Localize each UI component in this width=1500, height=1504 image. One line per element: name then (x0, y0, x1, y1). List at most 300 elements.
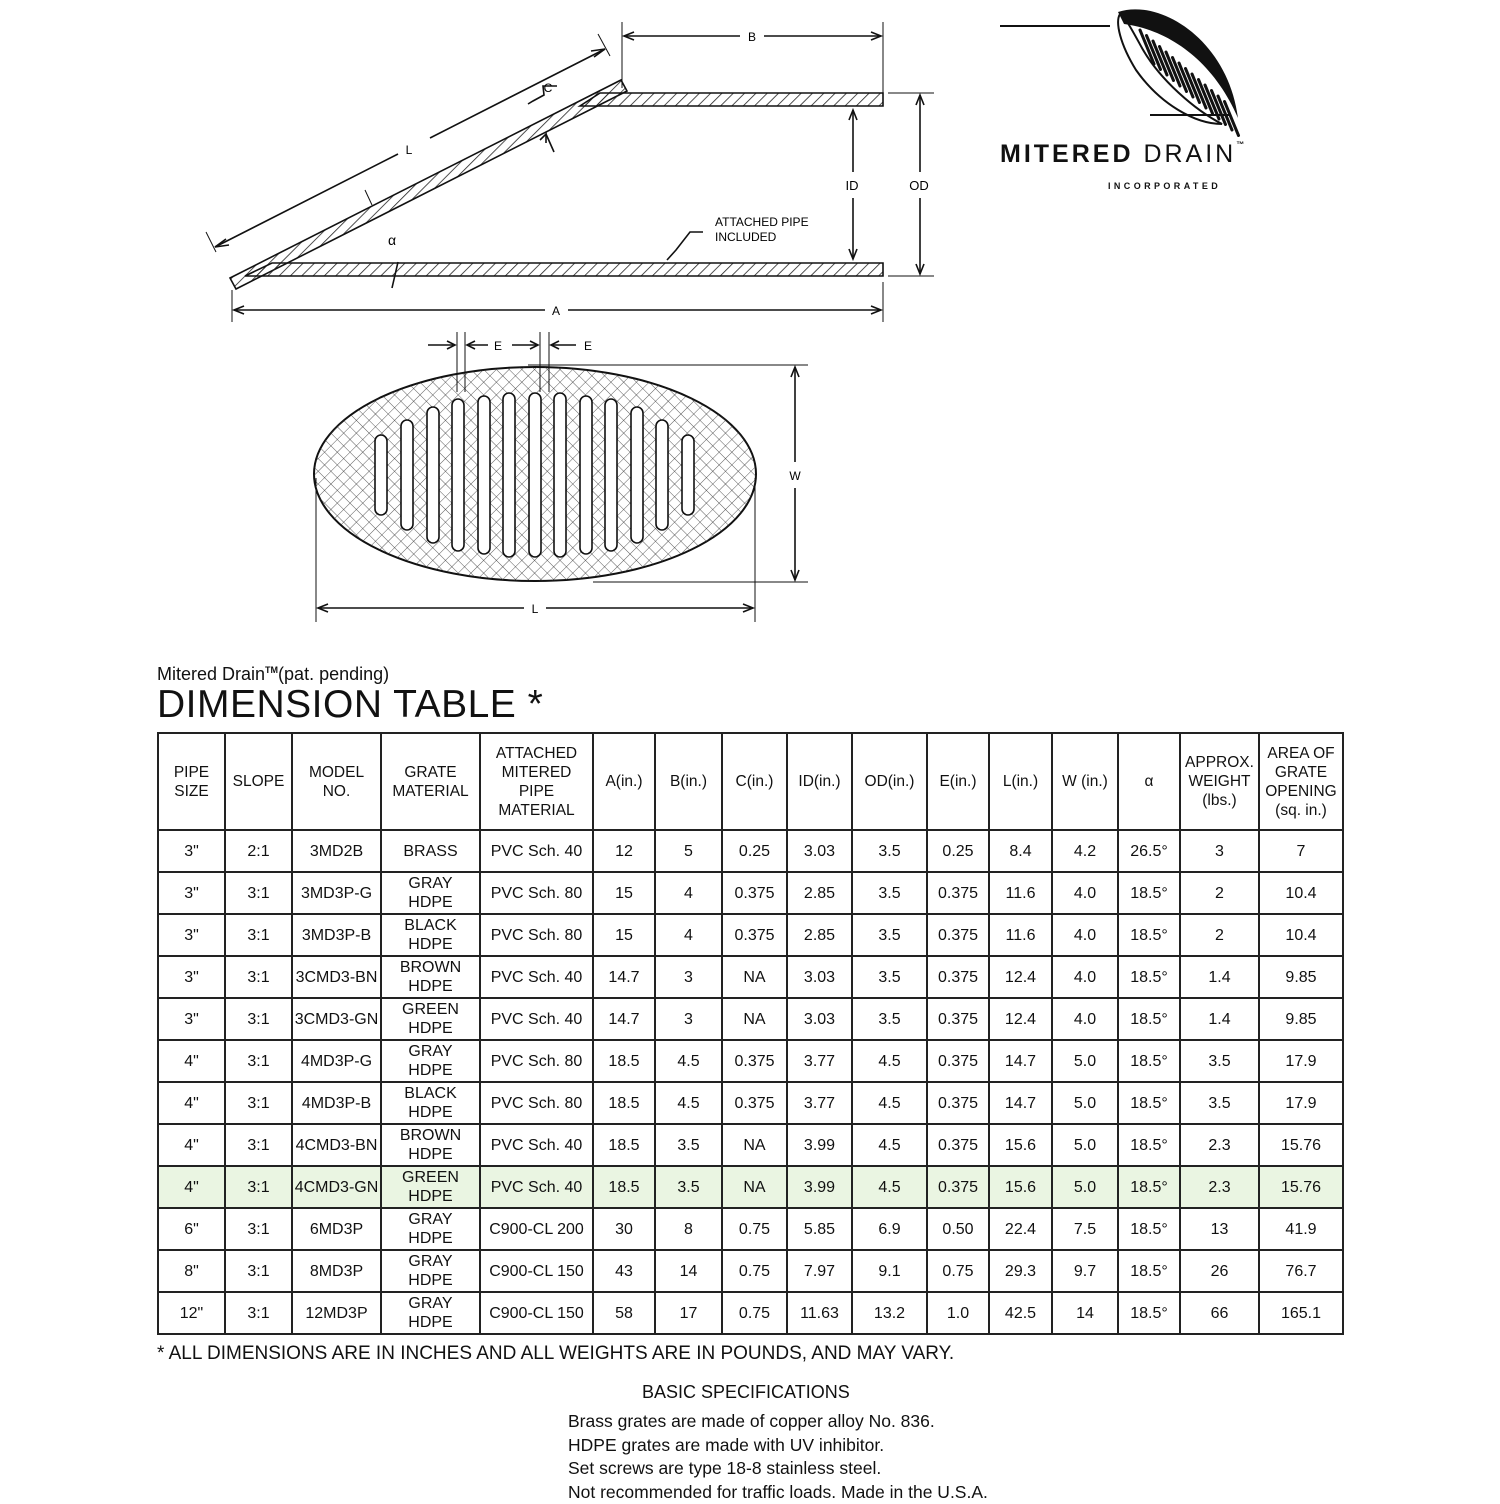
cell-line: 11.6 (990, 926, 1051, 945)
cell-slope (225, 1166, 292, 1208)
cell-line: 14 (656, 1262, 721, 1281)
cell-line: 5.0 (1053, 1136, 1117, 1155)
cell-line: 3 (656, 1010, 721, 1029)
logo-wordmark (1000, 140, 1247, 169)
cell-pipe-size (158, 1166, 225, 1208)
cell-line: GRAY (382, 1042, 479, 1061)
label-e-1: E (494, 339, 502, 353)
cell-c (722, 1292, 787, 1334)
cell-line: 3.99 (788, 1178, 851, 1197)
logo-word-mitered: MITERED (1000, 140, 1134, 168)
cell-pipe-material (480, 1124, 593, 1166)
cell-line: BLACK (382, 916, 479, 935)
cell-line: HDPE (382, 1187, 479, 1206)
cell-model-no (292, 956, 381, 998)
cell-alpha (1118, 1208, 1180, 1250)
cell-e (927, 998, 989, 1040)
cell-od (852, 1124, 927, 1166)
cell-grate-material (381, 956, 480, 998)
cell-line: BROWN (382, 1126, 479, 1145)
cell-alpha (1118, 998, 1180, 1040)
cell-line: 4.5 (853, 1094, 926, 1113)
header-line: PIPE (481, 782, 592, 801)
cell-c (722, 1166, 787, 1208)
table-row (158, 1040, 1343, 1082)
cell-od (852, 1250, 927, 1292)
table-row (158, 1250, 1343, 1292)
pipe-top-wall (580, 93, 883, 106)
cell-line: 13.2 (853, 1304, 926, 1323)
cell-line: 4.5 (853, 1178, 926, 1197)
cell-line: 18.5 (594, 1094, 654, 1113)
cell-line: 3:1 (226, 1178, 291, 1197)
subtitle-patent: (pat. pending) (278, 664, 389, 684)
cell-line: 66 (1181, 1304, 1258, 1323)
table-row (158, 1124, 1343, 1166)
header-od (852, 733, 927, 830)
cell-line: 2 (1181, 926, 1258, 945)
cell-grate-material (381, 998, 480, 1040)
cell-line: HDPE (382, 1145, 479, 1164)
cell-grate-material (381, 872, 480, 914)
header-c (722, 733, 787, 830)
cell-line: 15.76 (1260, 1136, 1342, 1155)
cell-slope (225, 1124, 292, 1166)
cell-model-no (292, 830, 381, 872)
table-row (158, 956, 1343, 998)
cell-line: 3.03 (788, 1010, 851, 1029)
cell-line: 3.5 (1181, 1094, 1258, 1113)
cell-pipe-material (480, 1166, 593, 1208)
cell-line: 3MD3P-G (293, 884, 380, 903)
header-slope (225, 733, 292, 830)
cell-model-no (292, 1166, 381, 1208)
cell-line: 18.5° (1119, 1178, 1179, 1197)
grate-slot (580, 396, 592, 554)
cell-line: 3:1 (226, 1136, 291, 1155)
logo-word-drain: DRAIN (1143, 140, 1236, 168)
header-line: W (in.) (1053, 772, 1117, 791)
cell-pipe-size (158, 1208, 225, 1250)
cell-grate-material (381, 830, 480, 872)
cell-line: NA (723, 1178, 786, 1197)
cell-line: 14.7 (990, 1052, 1051, 1071)
cell-slope (225, 914, 292, 956)
cell-l (989, 1040, 1052, 1082)
cell-l (989, 1166, 1052, 1208)
cell-w (1052, 998, 1118, 1040)
cell-w (1052, 1124, 1118, 1166)
grate-slot (401, 420, 413, 530)
table-subtitle (157, 664, 389, 685)
logo-trademark: ™ (1236, 140, 1247, 149)
cell-line: 18.5° (1119, 1136, 1179, 1155)
cell-line: 0.375 (723, 1094, 786, 1113)
cell-w (1052, 1166, 1118, 1208)
grate-slot (427, 407, 439, 543)
cell-e (927, 1082, 989, 1124)
header-line: MATERIAL (382, 782, 479, 801)
cell-id (787, 1082, 852, 1124)
cell-model-no (292, 1250, 381, 1292)
cell-line: 1.0 (928, 1304, 988, 1323)
trademark-mark: TM (265, 665, 278, 675)
cell-alpha (1118, 872, 1180, 914)
cell-e (927, 1166, 989, 1208)
cell-line: 3.5 (853, 1010, 926, 1029)
cell-line: 9.85 (1260, 968, 1342, 987)
cell-pipe-material (480, 830, 593, 872)
header-line: GRATE (1260, 763, 1342, 782)
cell-line: 15 (594, 884, 654, 903)
header-line: (sq. in.) (1260, 801, 1342, 820)
cell-line: GRAY (382, 1210, 479, 1229)
header-grate-area (1259, 733, 1343, 830)
cell-line: 1.4 (1181, 968, 1258, 987)
cell-line: 3CMD3-GN (293, 1010, 380, 1029)
cell-pipe-size (158, 872, 225, 914)
cell-line: 3.77 (788, 1094, 851, 1113)
cell-a (593, 1124, 655, 1166)
cell-line: 2.3 (1181, 1136, 1258, 1155)
cell-w (1052, 1040, 1118, 1082)
cell-model-no (292, 1124, 381, 1166)
table-header-row (158, 733, 1343, 830)
spec-line: Not recommended for traffic loads. Made in the U.S.A. (568, 1481, 988, 1504)
cell-line: 18.5° (1119, 968, 1179, 987)
cell-weight (1180, 1166, 1259, 1208)
cell-line: PVC Sch. 40 (481, 1178, 592, 1197)
cell-line: PVC Sch. 80 (481, 926, 592, 945)
header-line: NO. (293, 782, 380, 801)
header-line: A(in.) (594, 772, 654, 791)
cell-e (927, 956, 989, 998)
cell-b (655, 1040, 722, 1082)
cell-model-no (292, 1292, 381, 1334)
cell-w (1052, 872, 1118, 914)
technical-drawings (0, 0, 1500, 650)
cell-line: 0.375 (928, 1136, 988, 1155)
cell-pipe-material (480, 914, 593, 956)
header-line: MATERIAL (481, 801, 592, 820)
cell-line: 14.7 (990, 1094, 1051, 1113)
cell-e (927, 872, 989, 914)
cell-line: 2.85 (788, 926, 851, 945)
cell-line: HDPE (382, 893, 479, 912)
header-alpha (1118, 733, 1180, 830)
table-row (158, 998, 1343, 1040)
cell-line: HDPE (382, 1313, 479, 1332)
logo-emblem-icon (990, 0, 1260, 140)
cell-pipe-size (158, 956, 225, 998)
cell-c (722, 1250, 787, 1292)
cell-alpha (1118, 1124, 1180, 1166)
cell-id (787, 998, 852, 1040)
cell-od (852, 1292, 927, 1334)
cell-line: HDPE (382, 935, 479, 954)
cell-l (989, 1292, 1052, 1334)
cell-line: 8MD3P (293, 1262, 380, 1281)
cell-id (787, 1292, 852, 1334)
cell-model-no (292, 872, 381, 914)
label-od: OD (909, 178, 929, 193)
cell-line: 12MD3P (293, 1304, 380, 1323)
cell-line: 42.5 (990, 1304, 1051, 1323)
cell-slope (225, 872, 292, 914)
cell-b (655, 998, 722, 1040)
spec-line: Set screws are type 18-8 stainless steel. (568, 1457, 988, 1481)
cell-line: 14 (1053, 1304, 1117, 1323)
label-l-top: L (532, 602, 539, 616)
cell-slope (225, 998, 292, 1040)
cell-pipe-material (480, 1040, 593, 1082)
cell-id (787, 1208, 852, 1250)
cell-line: 6" (159, 1220, 224, 1239)
cell-line: 12.4 (990, 968, 1051, 987)
cell-line: PVC Sch. 80 (481, 1052, 592, 1071)
header-line: PIPE (159, 763, 224, 782)
cell-line: 2:1 (226, 842, 291, 861)
cell-od (852, 1166, 927, 1208)
header-line: α (1119, 772, 1179, 791)
pipe-bottom-wall (245, 263, 883, 276)
dimension-table (157, 732, 1344, 1335)
header-pipe-size (158, 733, 225, 830)
cell-line: PVC Sch. 40 (481, 968, 592, 987)
cell-line: 5.85 (788, 1220, 851, 1239)
cell-line: 3 (656, 968, 721, 987)
cell-od (852, 1082, 927, 1124)
cell-line: 0.375 (928, 968, 988, 987)
cell-grate-area (1259, 1250, 1343, 1292)
cell-line: 26 (1181, 1262, 1258, 1281)
cell-grate-material (381, 1040, 480, 1082)
cell-line: 3:1 (226, 1262, 291, 1281)
cell-line: 7 (1260, 842, 1342, 861)
grate-slot (605, 399, 617, 551)
cell-model-no (292, 1208, 381, 1250)
cell-line: 3" (159, 968, 224, 987)
cell-line: 15.6 (990, 1178, 1051, 1197)
cell-line: 165.1 (1260, 1304, 1342, 1323)
cell-grate-area (1259, 998, 1343, 1040)
cell-line: PVC Sch. 40 (481, 842, 592, 861)
cell-c (722, 998, 787, 1040)
cell-grate-area (1259, 1124, 1343, 1166)
cell-c (722, 1124, 787, 1166)
header-line: AREA OF (1260, 744, 1342, 763)
label-attached-pipe-1: ATTACHED PIPE (715, 215, 809, 229)
label-e-2: E (584, 339, 592, 353)
cell-line: 17.9 (1260, 1052, 1342, 1071)
cell-alpha (1118, 1082, 1180, 1124)
cell-line: 11.63 (788, 1304, 851, 1323)
label-a: A (552, 304, 560, 318)
cell-line: 4" (159, 1178, 224, 1197)
cell-line: 8.4 (990, 842, 1051, 861)
cell-line: NA (723, 1136, 786, 1155)
cell-id (787, 1250, 852, 1292)
cell-weight (1180, 1082, 1259, 1124)
cell-w (1052, 1292, 1118, 1334)
footnote: * ALL DIMENSIONS ARE IN INCHES AND ALL WEIGHTS ARE IN POUNDS, AND MAY VARY. (157, 1343, 954, 1365)
cell-line: 3.5 (853, 884, 926, 903)
cell-grate-material (381, 1082, 480, 1124)
cell-line: 2.3 (1181, 1178, 1258, 1197)
cell-line: 18.5 (594, 1136, 654, 1155)
cell-line: 7.5 (1053, 1220, 1117, 1239)
cell-line: 4.0 (1053, 1010, 1117, 1029)
cell-line: 43 (594, 1262, 654, 1281)
cell-od (852, 872, 927, 914)
cell-pipe-size (158, 1082, 225, 1124)
cell-line: 4CMD3-BN (293, 1136, 380, 1155)
cell-pipe-material (480, 998, 593, 1040)
cell-line: 5.0 (1053, 1094, 1117, 1113)
cell-weight (1180, 1040, 1259, 1082)
cell-line: GREEN (382, 1000, 479, 1019)
cell-line: 0.25 (723, 842, 786, 861)
cell-line: 3:1 (226, 1220, 291, 1239)
header-id (787, 733, 852, 830)
header-line: SLOPE (226, 772, 291, 791)
header-line: E(in.) (928, 772, 988, 791)
cell-line: 12.4 (990, 1010, 1051, 1029)
spec-line: HDPE grates are made with UV inhibitor. (568, 1434, 988, 1458)
cell-line: 4.0 (1053, 884, 1117, 903)
cell-slope (225, 830, 292, 872)
cell-line: 4.5 (656, 1094, 721, 1113)
cell-line: 2 (1181, 884, 1258, 903)
cell-pipe-size (158, 914, 225, 956)
cell-line: 2.85 (788, 884, 851, 903)
cell-line: PVC Sch. 40 (481, 1010, 592, 1029)
header-line: L(in.) (990, 772, 1051, 791)
header-line: APPROX. (1181, 753, 1258, 772)
cell-od (852, 1040, 927, 1082)
grate-top-view (314, 367, 756, 581)
table-row (158, 914, 1343, 956)
cell-a (593, 1250, 655, 1292)
cell-l (989, 1208, 1052, 1250)
cell-c (722, 914, 787, 956)
side-view-drawing (206, 22, 934, 322)
table-row (158, 872, 1343, 914)
cell-line: HDPE (382, 1061, 479, 1080)
cell-line: 18.5° (1119, 1052, 1179, 1071)
cell-w (1052, 830, 1118, 872)
label-alpha: α (388, 232, 396, 248)
grate-slot (554, 393, 566, 557)
cell-line: NA (723, 1010, 786, 1029)
cell-line: BROWN (382, 958, 479, 977)
cell-line: C900-CL 150 (481, 1304, 592, 1323)
cell-line: 11.6 (990, 884, 1051, 903)
cell-line: PVC Sch. 40 (481, 1136, 592, 1155)
cell-b (655, 1082, 722, 1124)
cell-alpha (1118, 956, 1180, 998)
table-row (158, 1208, 1343, 1250)
cell-line: 14.7 (594, 968, 654, 987)
cell-line: 4 (656, 884, 721, 903)
header-b (655, 733, 722, 830)
cell-line: 3CMD3-BN (293, 968, 380, 987)
cell-weight (1180, 1292, 1259, 1334)
header-line: ATTACHED (481, 744, 592, 763)
cell-slope (225, 956, 292, 998)
cell-l (989, 956, 1052, 998)
cell-pipe-size (158, 1292, 225, 1334)
label-c: C (544, 81, 553, 95)
cell-line: 0.75 (928, 1262, 988, 1281)
cell-line: 15.76 (1260, 1178, 1342, 1197)
subtitle-text: Mitered Drain (157, 664, 265, 684)
cell-line: 29.3 (990, 1262, 1051, 1281)
cell-pipe-material (480, 956, 593, 998)
cell-c (722, 1082, 787, 1124)
header-pipe-material (480, 733, 593, 830)
cell-line: 3.5 (853, 968, 926, 987)
cell-line: 8 (656, 1220, 721, 1239)
cell-line: 4MD3P-G (293, 1052, 380, 1071)
cell-alpha (1118, 1166, 1180, 1208)
cell-line: HDPE (382, 1271, 479, 1290)
cell-pipe-material (480, 1292, 593, 1334)
table-row (158, 1292, 1343, 1334)
cell-line: 4.5 (853, 1136, 926, 1155)
cell-model-no (292, 1082, 381, 1124)
cell-a (593, 872, 655, 914)
cell-a (593, 1040, 655, 1082)
cell-line: 6.9 (853, 1220, 926, 1239)
cell-line: BRASS (382, 842, 479, 861)
cell-model-no (292, 1040, 381, 1082)
cell-pipe-size (158, 1250, 225, 1292)
cell-line: 30 (594, 1220, 654, 1239)
cell-line: 0.375 (928, 884, 988, 903)
cell-line: 4 (656, 926, 721, 945)
header-w (1052, 733, 1118, 830)
cell-line: 18.5° (1119, 1010, 1179, 1029)
cell-b (655, 1250, 722, 1292)
cell-id (787, 914, 852, 956)
cell-w (1052, 1208, 1118, 1250)
cell-model-no (292, 998, 381, 1040)
cell-line: 4.5 (853, 1052, 926, 1071)
cell-line: 4.5 (656, 1052, 721, 1071)
cell-line: 1.4 (1181, 1010, 1258, 1029)
cell-a (593, 1166, 655, 1208)
cell-c (722, 1208, 787, 1250)
cell-slope (225, 1250, 292, 1292)
cell-grate-area (1259, 1292, 1343, 1334)
specifications-list (568, 1410, 988, 1504)
cell-line: 3.99 (788, 1136, 851, 1155)
cell-line: 4" (159, 1052, 224, 1071)
cell-line: GRAY (382, 874, 479, 893)
cell-line: 0.375 (928, 1178, 988, 1197)
cell-pipe-size (158, 1124, 225, 1166)
cell-b (655, 1292, 722, 1334)
cell-line: 18.5° (1119, 926, 1179, 945)
header-line: B(in.) (656, 772, 721, 791)
cell-a (593, 998, 655, 1040)
cell-line: 9.7 (1053, 1262, 1117, 1281)
cell-line: 3:1 (226, 1010, 291, 1029)
cell-line: 18.5° (1119, 1094, 1179, 1113)
cell-line: 17.9 (1260, 1094, 1342, 1113)
table-title: DIMENSION TABLE * (157, 683, 543, 727)
